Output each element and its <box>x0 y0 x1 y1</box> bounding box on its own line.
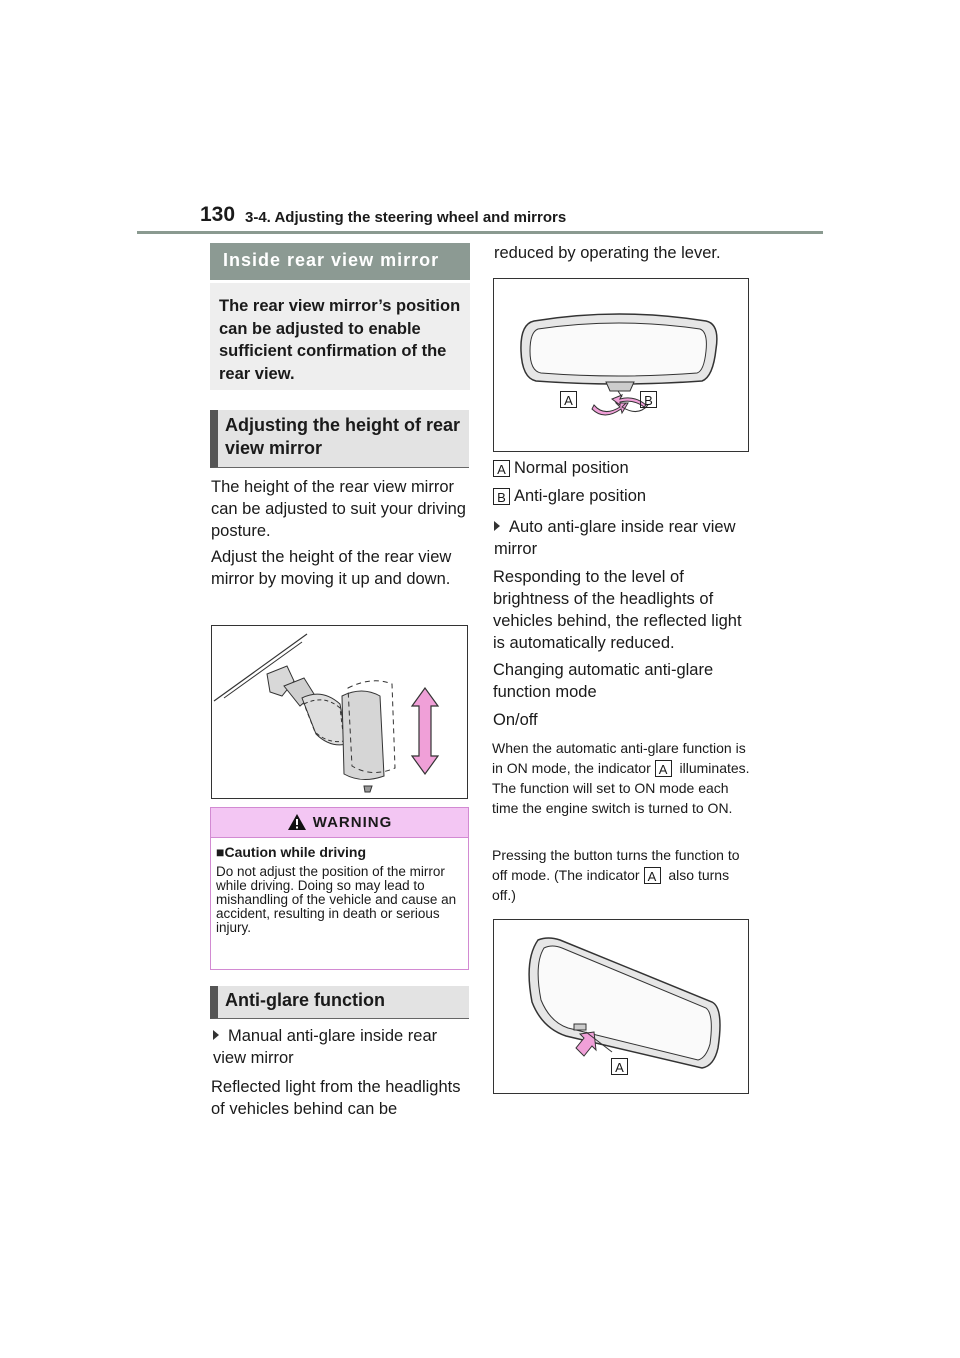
paragraph-manual: Reflected light from the headlights of vehicles behind can be <box>211 1078 461 1118</box>
figure-label-a: A <box>611 1058 632 1076</box>
legend-normal-position: A Normal position <box>493 459 629 478</box>
subheading-height: Adjusting the height of rear view mirror <box>210 410 469 468</box>
warning-title: WARNING <box>312 814 393 831</box>
warning-body: Do not adjust the position of the mirror while driving. Doing so may lead to mishandling of the vehicle and cause an accident, resulting in death or serious injury. <box>216 864 457 935</box>
mirror-lever-illustration <box>494 279 748 451</box>
legend-label-a: A <box>493 460 510 477</box>
figure-mirror-height <box>211 625 468 799</box>
paragraph-changing-mode: Changing automatic anti-glare function mode <box>493 661 714 701</box>
warning-triangle-icon <box>287 813 307 831</box>
figure-label-a: A <box>560 391 581 409</box>
figure-antiglare-button <box>493 919 749 1094</box>
note-on-mode: When the automatic anti-glare function is in ON mode, the indicator A illuminates. The function will set to ON mode each time the engine switch is turned to ON. <box>492 740 750 816</box>
paragraph-height-2: Adjust the height of the rear view mirror by moving it up and down. <box>211 548 452 588</box>
figure-label-b: B <box>640 391 661 409</box>
intro-box: The rear view mirror’s position can be adjusted to enable sufficient confirmation of the rear view. <box>210 283 470 390</box>
bullet-triangle-icon <box>494 521 500 531</box>
paragraph-height-1: The height of the rear view mirror can be adjusted to suit your driving posture. <box>211 478 466 540</box>
section-banner: Inside rear view mirror <box>210 243 470 280</box>
section-title: 3-4. Adjusting the steering wheel and mirrors <box>245 209 567 226</box>
warning-header <box>211 808 468 838</box>
legend-label-b: B <box>493 488 510 505</box>
indicator-label-a: A <box>655 760 672 777</box>
legend-antiglare-position: B Anti-glare position <box>493 487 646 506</box>
paragraph-lever: reduced by operating the lever. <box>494 244 721 262</box>
bullet-auto-text: Auto anti-glare inside rear view mirror <box>494 518 736 558</box>
paragraph-onoff: On/off <box>493 711 538 729</box>
warning-subtitle: ■Caution while driving <box>216 844 367 860</box>
indicator-label-a: A <box>644 867 661 884</box>
header-divider <box>137 231 823 234</box>
mirror-height-illustration <box>212 626 467 798</box>
figure-antiglare-lever <box>493 278 749 452</box>
page-number: 130 <box>200 203 236 226</box>
bullet-manual-text: Manual anti-glare inside rear view mirror <box>213 1027 438 1067</box>
bullet-manual-antiglare <box>213 1025 473 1069</box>
paragraph-auto: Responding to the level of brightness of the headlights of vehicles behind, the reflected light is automatically reduced. <box>493 568 742 652</box>
subheading-antiglare: Anti-glare function <box>210 986 469 1019</box>
note-off-mode: Pressing the button turns the function to off mode. (The indicator A also turns off.) <box>492 847 740 903</box>
warning-box <box>210 807 469 970</box>
bullet-auto-antiglare <box>494 516 754 560</box>
bullet-triangle-icon <box>213 1030 219 1040</box>
